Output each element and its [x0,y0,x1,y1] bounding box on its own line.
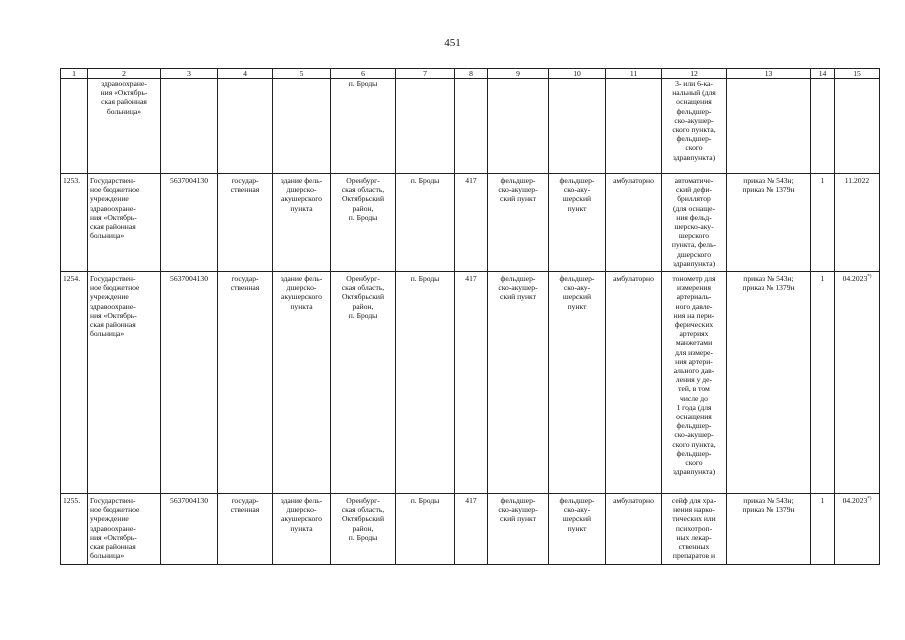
organization-cell: Государствен- ное бюджетное учреждение здравоохране- ния «Октябрь- ская районная больница» [88,174,161,272]
facility-type-cell [488,79,549,174]
population-cell: 417 [455,494,488,565]
table-row [61,272,880,494]
organization-cell: Государствен- ное бюджетное учреждение здравоохране- ния «Октябрь- ская районная больница» [88,494,161,565]
unit-cell: фельдшер- ско-аку- шерский пункт [549,494,606,565]
address-cell: Оренбург- ская область, Октябрьский район, п. Броды [331,494,396,565]
equipment-cell: тонометр для измерения артериаль- ного давле- ния на пери- ферических артериях манжетами для измере- ния артери- ального дав- ления у де- тей, в том числе до 1 года (для оснащения фельдшер- ско-акушер- ского пункта, фельдшер- ского здравпункта) [662,272,727,494]
building-cell: здание фель- дшерско- акушерского пункта [273,272,331,494]
row-number-cell: 1253. [61,174,88,272]
date-value: 11.2022 [844,176,870,185]
column-header: 13 [727,69,811,79]
footnote-mark: *) [867,274,872,280]
equipment-register-table [60,68,880,565]
population-cell [455,79,488,174]
locality-cell: п. Броды [396,272,455,494]
page-number: 451 [444,37,461,49]
order-cell [727,79,811,174]
column-header: 1 [61,69,88,79]
date-cell [835,79,880,174]
order-cell: приказ № 543н; приказ № 1379н [727,272,811,494]
row-number-cell: 1255. [61,494,88,565]
column-header: 15 [835,69,880,79]
care-mode-cell: амбулаторно [606,494,662,565]
facility-type-cell: фельдшер- ско-акушер- ский пункт [488,272,549,494]
ownership-cell: государ- ственная [218,174,273,272]
address-cell: Оренбург- ская область, Октябрьский район, п. Броды [331,174,396,272]
quantity-cell [811,79,835,174]
facility-type-cell: фельдшер- ско-акушер- ский пункт [488,494,549,565]
quantity-cell: 1 [811,494,835,565]
column-header: 3 [161,69,218,79]
inn-cell: 5637004130 [161,174,218,272]
date-value: 04.2023 [842,274,868,283]
column-header: 8 [455,69,488,79]
organization-cell: здравоохране- ния «Октябрь- ская районная больница» [88,79,161,174]
address-cell: п. Броды [331,79,396,174]
organization-cell: Государствен- ное бюджетное учреждение здравоохране- ния «Октябрь- ская районная больница» [88,272,161,494]
table-row [61,494,880,565]
equipment-cell: сейф для хра- нения нарко- тических или психотроп- ных лекар- ственных препаратов и [662,494,727,565]
date-value: 04.2023 [842,496,868,505]
locality-cell: п. Броды [396,174,455,272]
facility-type-cell: фельдшер- ско-акушер- ский пункт [488,174,549,272]
inn-cell: 5637004130 [161,494,218,565]
column-header: 2 [88,69,161,79]
locality-cell: п. Броды [396,494,455,565]
unit-cell: фельдшер- ско-аку- шерский пункт [549,272,606,494]
ownership-cell: государ- ственная [218,272,273,494]
column-header: 10 [549,69,606,79]
column-header: 6 [331,69,396,79]
header-row [61,69,880,79]
row-number-cell: 1254. [61,272,88,494]
address-cell: Оренбург- ская область, Октябрьский район, п. Броды [331,272,396,494]
population-cell: 417 [455,272,488,494]
footnote-mark: *) [867,496,872,502]
date-cell [835,174,880,272]
column-header: 7 [396,69,455,79]
locality-cell [396,79,455,174]
care-mode-cell: амбулаторно [606,272,662,494]
ownership-cell: государ- ственная [218,494,273,565]
date-cell [835,494,880,565]
inn-cell [161,79,218,174]
column-header: 12 [662,69,727,79]
table-row [61,79,880,174]
population-cell: 417 [455,174,488,272]
row-number-cell [61,79,88,174]
table-row [61,174,880,272]
building-cell: здание фель- дшерско- акушерского пункта [273,494,331,565]
inn-cell: 5637004130 [161,272,218,494]
column-header: 4 [218,69,273,79]
ownership-cell [218,79,273,174]
care-mode-cell: амбулаторно [606,174,662,272]
building-cell [273,79,331,174]
building-cell: здание фель- дшерско- акушерского пункта [273,174,331,272]
equipment-cell: автоматиче- ский дефи- бриллятор (для оснаще- ния фельд- шерско-аку- шерского пункта, фель- дшерского здравпункта) [662,174,727,272]
column-header: 5 [273,69,331,79]
date-cell [835,272,880,494]
column-header: 11 [606,69,662,79]
equipment-cell: 3- или 6-ка- нальный (для оснащения фельдшер- ско-акушер- ского пункта, фельдшер- ского здравпункта) [662,79,727,174]
quantity-cell: 1 [811,272,835,494]
unit-cell [549,79,606,174]
column-header: 9 [488,69,549,79]
unit-cell: фельдшер- ско-аку- шерский пункт [549,174,606,272]
order-cell: приказ № 543н; приказ № 1379н [727,174,811,272]
column-header: 14 [811,69,835,79]
quantity-cell: 1 [811,174,835,272]
care-mode-cell [606,79,662,174]
order-cell: приказ № 543н; приказ № 1379н [727,494,811,565]
